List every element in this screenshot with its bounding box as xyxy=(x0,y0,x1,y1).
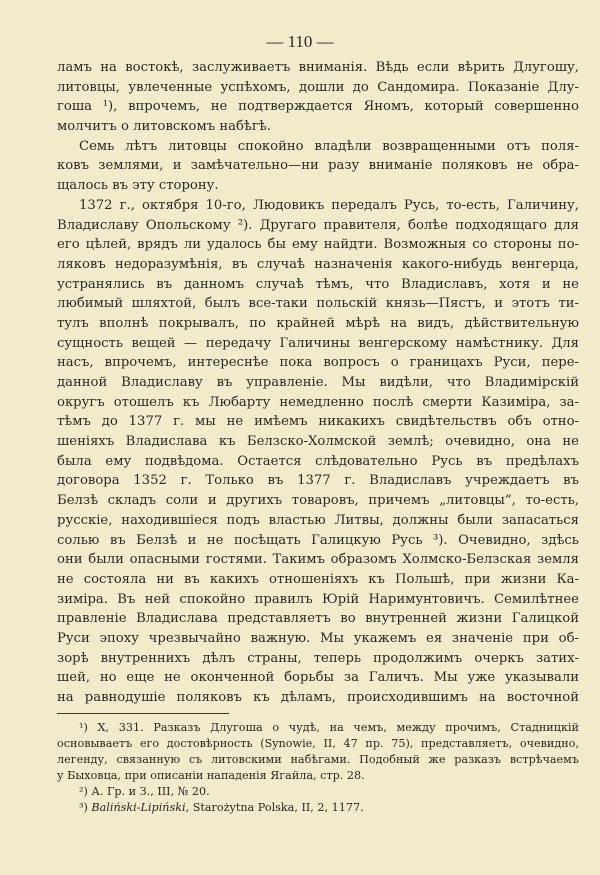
footnote-separator xyxy=(57,713,229,714)
text-line: Владиславу Опольскому ²). Другаго правителя, болѣе подходящаго для xyxy=(57,217,579,233)
footnote-3-author: Baliński-Lipiński xyxy=(91,801,186,814)
footnote-1-line: легенду, связанную съ литовскими набѣгами. Подобный же разказъ встрѣчаемъ xyxy=(57,753,579,766)
text-line: Белзѣ складъ соли и другихъ товаровъ, причемъ „литовцы“, то-есть, xyxy=(57,493,579,509)
text-line: данной Владиславу въ управленіе. Мы видѣли, что Владимірскій xyxy=(57,375,579,390)
text-line: они были опасными гостями. Такимъ образомъ Холмско-Белзская земля xyxy=(57,552,579,568)
text-line: литовцы, увлеченные успѣхомъ, дошли до Сандомира. Показаніе Длу- xyxy=(57,79,579,95)
text-line: его цѣлей, врядъ ли удалось бы ему найдти. Возможныя со стороны по- xyxy=(57,237,579,253)
text-line: солью въ Белзѣ и не посѣщать Галицкую Русь ³). Очевидно, здѣсь xyxy=(57,532,579,548)
main-text xyxy=(57,58,579,708)
text-line: сущность вещей — передачу Галичины венгерскому намѣстнику. Для xyxy=(57,335,579,351)
text-line: ковъ землями, и замѣчательно—ни разу вниманіе поляковъ не обра- xyxy=(57,158,579,174)
text-line: шей, но еще не оконченной борьбы за Галичъ. Мы уже указывали xyxy=(57,670,579,686)
text-line: договора 1352 г. Только въ 1377 г. Владиславъ учреждаетъ въ xyxy=(57,473,579,489)
footnote-1-line: у Быховца, при описаніи нападенія Ягайла, стр. 28. xyxy=(57,769,365,782)
text-line: тулъ вполнѣ покрывалъ, по крайней мѣрѣ на видъ, дѣйствительную xyxy=(57,315,579,331)
text-line: была ему подвѣдома. Остается слѣдовательно Русь въ предѣлахъ xyxy=(57,453,579,469)
text-line: шеніяхъ Владислава къ Белзско-Холмской землѣ; очевидно, она не xyxy=(57,434,579,450)
footnote-1-line: основываетъ его достовѣрность (Synowie, II, 47 пр. 75), представляетъ, очевидно, xyxy=(57,737,579,750)
text-line: гоша ¹), впрочемъ, не подтверждается Яномъ, который совершенно xyxy=(57,99,579,115)
text-line: щалось въ эту сторону. xyxy=(57,178,219,194)
text-line: ламъ на востокѣ, заслуживаетъ вниманія. Вѣдь если вѣрить Длугошу, xyxy=(57,60,579,75)
footnote-1-line: ¹) X, 331. Разказъ Длугоша о чудѣ, на чемъ, между прочимъ, Стадницкій xyxy=(79,721,579,734)
text-line: не состояла ни въ какихъ отношеніяхъ къ Польшѣ, при жизни Ка- xyxy=(57,571,579,587)
text-line: округъ отошелъ къ Любарту немедленно послѣ смерти Казиміра, за- xyxy=(57,394,579,410)
footnotes xyxy=(57,720,579,816)
footnote-3-mark: ³) xyxy=(79,801,92,814)
text-line: на равнодушіе поляковъ къ дѣламъ, происходившимъ на восточной xyxy=(57,690,579,705)
page-number: — 110 — xyxy=(266,32,334,51)
text-line: Семь лѣтъ литовцы спокойно владѣли возвращенными отъ поля- xyxy=(79,138,579,154)
text-line: устранялись въ данномъ случаѣ тѣмъ, что Владиславъ, хотя и не xyxy=(57,276,579,292)
footnote-3 xyxy=(57,800,579,816)
text-line: ляковъ недоразумѣнія, въ случаѣ назначенія какого-нибудь венгерца, xyxy=(57,256,579,272)
text-line: молчитъ о литовскомъ набѣгѣ. xyxy=(57,119,271,135)
text-line: Руси эпоху чрезвычайно важную. Мы укажемъ ея значеніе при об- xyxy=(57,630,579,646)
text-line: русскіе, находившіеся подъ властью Литвы, должны были запасаться xyxy=(57,512,579,528)
text-line: зорѣ внутреннихъ дѣлъ страны, теперь продолжимъ очеркъ затих- xyxy=(57,650,579,666)
text-line: любимый шляхтой, былъ все-таки польскій князь—Пястъ, и этотъ ти- xyxy=(57,296,579,312)
text-line: зиміра. Въ ней спокойно правилъ Юрій Наримунтовичъ. Семилѣтнее xyxy=(57,591,579,607)
text-line: тѣмъ до 1377 г. мы не имѣемъ никакихъ свидѣтельствъ объ отно- xyxy=(57,414,579,430)
footnote-3-source: , Starożytna Polska, II, 2, 1177. xyxy=(185,801,364,814)
text-line: правленіе Владислава представляетъ во внутренней жизни Галицкой xyxy=(57,611,579,627)
text-line: 1372 г., октября 10-го, Людовикъ передалъ Русь, то-есть, Галичину, xyxy=(79,197,579,213)
footnote-2: ²) А. Гр. и З., III, № 20. xyxy=(79,785,210,798)
text-line: насъ, впрочемъ, интереснѣе пока вопросъ о границахъ Руси, пере- xyxy=(57,355,579,371)
